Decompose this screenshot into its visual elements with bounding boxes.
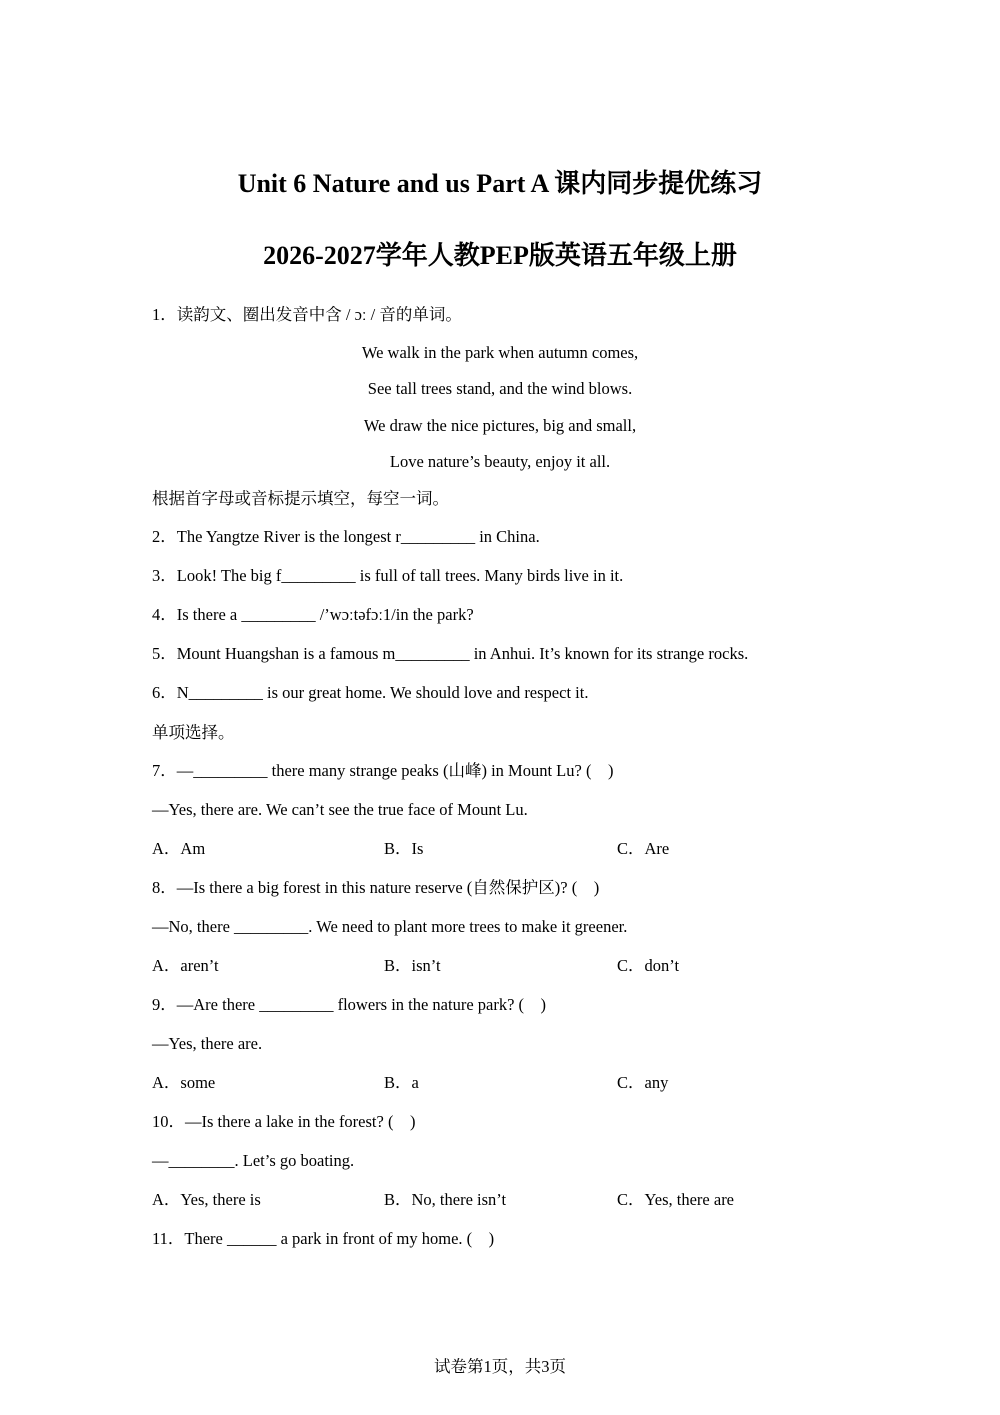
option-c: C．Yes, there are — [617, 1190, 735, 1209]
question-2: 2．The Yangtze River is the longest r_________ in China. — [152, 527, 540, 546]
option-a: A．Yes, there is — [152, 1190, 261, 1209]
question-8-reply: —No, there _________. We need to plant more trees to make it greener. — [152, 917, 628, 936]
question-3: 3．Look! The big f_________ is full of tall trees. Many birds live in it. — [152, 566, 624, 585]
question-9: 9．—Are there _________ flowers in the nature park? ( ) — [152, 995, 547, 1014]
option-c: C．don’t — [617, 956, 680, 975]
title-line-2: 2026-2027学年人教PEP版英语五年级上册 — [263, 241, 737, 270]
option-a: A．aren’t — [152, 956, 219, 975]
page-footer: 试卷第1页，共3页 — [434, 1357, 566, 1376]
option-b: B．Is — [384, 839, 424, 858]
question-8: 8．—Is there a big forest in this nature reserve (自然保护区)? ( ) — [152, 878, 600, 897]
section-fill-instruction: 根据首字母或音标提示填空，每空一词。 — [152, 489, 449, 508]
question-11: 11．There ______ a park in front of my home. ( ) — [152, 1229, 495, 1248]
question-10-reply: —________. Let’s go boating. — [152, 1151, 355, 1170]
option-b: B．isn’t — [384, 956, 441, 975]
option-c: C．any — [617, 1073, 669, 1092]
poem-line: We draw the nice pictures, big and small, — [363, 416, 637, 435]
question-7: 7．—_________ there many strange peaks (山峰) in Mount Lu? ( ) — [152, 761, 614, 780]
option-a: A．Am — [152, 839, 206, 858]
poem-line: See tall trees stand, and the wind blows. — [367, 379, 633, 398]
question-4: 4．Is there a _________ /’wɔːtəfɔː1/in the park? — [152, 605, 474, 624]
question-10: 10．—Is there a lake in the forest? ( ) — [152, 1112, 416, 1131]
question-7-reply: —Yes, there are. We can’t see the true face of Mount Lu. — [152, 800, 528, 819]
section-choice-instruction: 单项选择。 — [152, 723, 235, 742]
question-1: 1．读韵文、圈出发音中含 / ɔː / 音的单词。 — [152, 305, 462, 324]
question-6: 6．N_________ is our great home. We should love and respect it. — [152, 683, 589, 702]
option-a: A．some — [152, 1073, 216, 1092]
option-b: B．a — [384, 1073, 419, 1092]
poem-line: We walk in the park when autumn comes, — [361, 343, 639, 362]
option-c: C．Are — [617, 839, 670, 858]
poem-line: Love nature’s beauty, enjoy it all. — [389, 452, 611, 471]
question-5: 5．Mount Huangshan is a famous m_________ in Anhui. It’s known for its strange rocks. — [152, 644, 749, 663]
question-9-reply: —Yes, there are. — [152, 1034, 263, 1053]
option-b: B．No, there isn’t — [384, 1190, 507, 1209]
title-line-1: Unit 6 Nature and us Part A 课内同步提优练习 — [237, 169, 763, 198]
